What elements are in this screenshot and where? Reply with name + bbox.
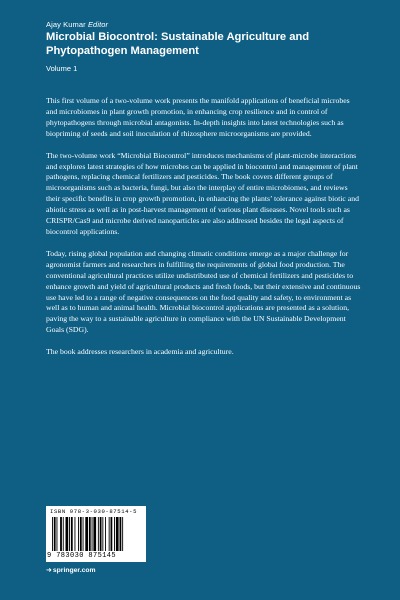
barcode-digits: 9 783030 875145 — [47, 552, 117, 560]
arrow-icon: ➜ — [46, 567, 52, 574]
blurb — [46, 96, 362, 369]
blurb-paragraph: Today, rising global population and changing climatic conditions emerge as a major challenge for agronomist farmers and researchers in fulfilling the requirements of global food production. The conventional agricultural practices utilize undistributed use of chemical fertilizers and pesticides to enhance growth and yield of agricultural products and fresh foods, but their extensive and continuous use have led to a range of negative consequences on the food quality and safety, to environment as well as to human and animal health. Microbial biocontrol applications are presented as a solution, paving the way to a sustainable agriculture in compliance with the UN Sustainable Development Goals (SDG). — [46, 248, 361, 335]
blurb-paragraph: This first volume of a two-volume work presents the manifold applications of beneficial microbes and microbiomes in plant growth promotion, in enhancing crop resilience and in control of phytopathogens through microbial antagonists. In-depth insights into latest technologies such as biopriming of seeds and soil inoculation of rhizosphere microorganisms are provided. — [46, 96, 350, 138]
editor-line — [46, 20, 108, 29]
volume-label: Volume 1 — [46, 64, 78, 73]
blurb-paragraph: The two-volume work “Microbial Biocontrol” introduces mechanisms of plant-microbe interactions and explores latest strategies of how microbes can be applied in biocontrol and management of plant pathogens, replacing chemical fertilizers and pesticides. The book covers different groups of microorganisms such as bacteria, fungi, but also the interplay of entire microbiomes, and reviews their specific benefits in crop growth promotion, in enhancing the plants’ tolerance against biotic and abiotic stress as well as in post-harvest management of various plant diseases. Novel tools such as CRISPR/Cas9 and microbe derived nanoparticles are also addressed besides the legal aspects of biocontrol applications. — [46, 150, 359, 236]
book-title: Microbial Biocontrol: Sustainable Agriculture and Phytopathogen Management — [46, 31, 310, 57]
editor-role: Editor — [87, 20, 109, 29]
isbn-label: ISBN 978-3-030-87514-5 — [50, 508, 138, 515]
blurb-paragraph: The book addresses researchers in academia and agriculture. — [46, 347, 234, 357]
publisher-link[interactable] — [46, 566, 96, 574]
isbn-barcode-box — [46, 506, 146, 562]
barcode-image — [52, 517, 140, 551]
editor-name: Ajay Kumar — [46, 20, 86, 29]
publisher-url: springer.com — [52, 567, 96, 574]
